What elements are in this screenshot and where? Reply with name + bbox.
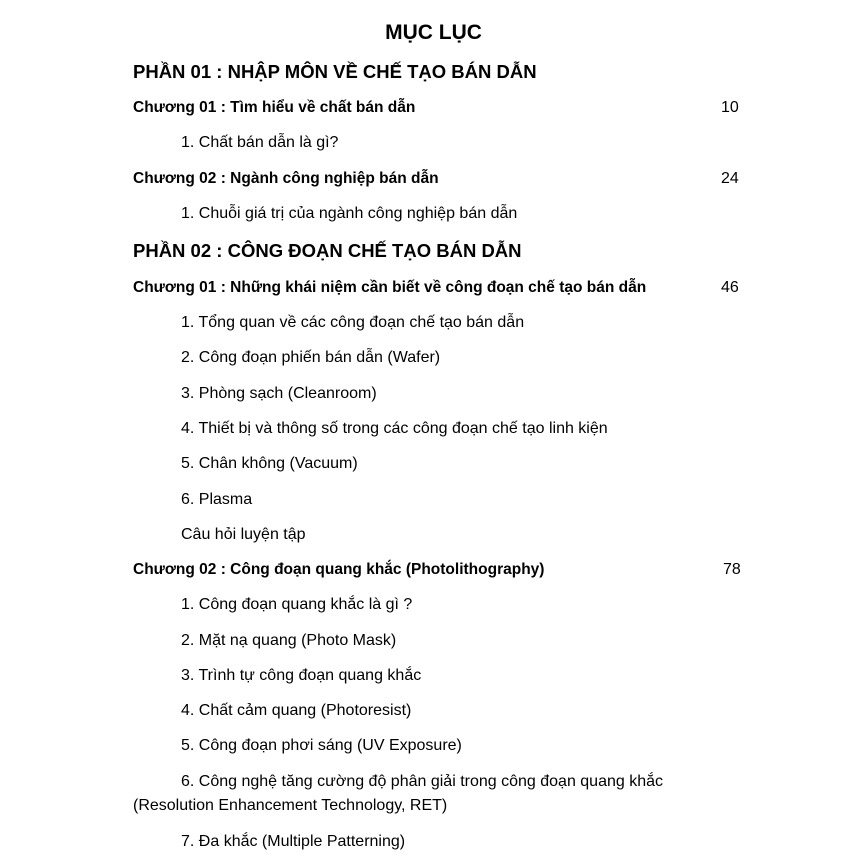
part2-chapter1-title: Chương 01 : Những khái niệm cần biết về công đoạn chế tạo bán dẫn [133,279,647,296]
part2-heading: PHẦN 02 : CÔNG ĐOẠN CHẾ TẠO BÁN DẪN [133,240,522,261]
toc-item: 5. Công đoạn phơi sáng (UV Exposure) [181,737,462,754]
toc-item: 3. Phòng sạch (Cleanroom) [181,385,377,402]
toc-item: 2. Mặt nạ quang (Photo Mask) [181,632,397,649]
toc-item: 1. Chuỗi giá trị của ngành công nghiệp bán dẫn [181,205,518,222]
toc-item: 2. Công đoạn phiến bán dẫn (Wafer) [181,349,441,366]
part1-chapter1-page: 10 [721,99,739,116]
toc-item: 6. Plasma [181,491,253,508]
part2-chapter2-page: 78 [723,561,741,578]
part2-chapter1-page: 46 [721,279,739,296]
toc-item: 4. Chất cảm quang (Photoresist) [181,702,412,719]
toc-item: 3. Trình tự công đoạn quang khắc [181,667,422,684]
toc-item: 1. Tổng quan về các công đoạn chế tạo bán dẫn [181,314,525,331]
part1-heading: PHẦN 01 : NHẬP MÔN VỀ CHẾ TẠO BÁN DẪN [133,61,537,82]
toc-item: 6. Công nghệ tăng cường độ phân giải trong công đoạn quang khắc [181,773,664,790]
toc-item: 1. Công đoạn quang khắc là gì ? [181,596,413,613]
toc-item: Câu hỏi luyện tập [181,526,306,543]
part1-chapter2-title: Chương 02 : Ngành công nghiệp bán dẫn [133,170,439,187]
part2-chapter2-title: Chương 02 : Công đoạn quang khắc (Photolithography) [133,561,545,578]
toc-item-continuation: (Resolution Enhancement Technology, RET) [133,797,448,814]
toc-item: 1. Chất bán dẫn là gì? [181,134,339,151]
part1-chapter2-page: 24 [721,170,739,187]
toc-item: 7. Đa khắc (Multiple Patterning) [181,833,406,850]
toc-item: 5. Chân không (Vacuum) [181,455,358,472]
toc-title: MỤC LỤC [385,21,482,44]
toc-item: 4. Thiết bị và thông số trong các công đoạn chế tạo linh kiện [181,420,608,437]
part1-chapter1-title: Chương 01 : Tìm hiểu về chất bán dẫn [133,99,416,116]
